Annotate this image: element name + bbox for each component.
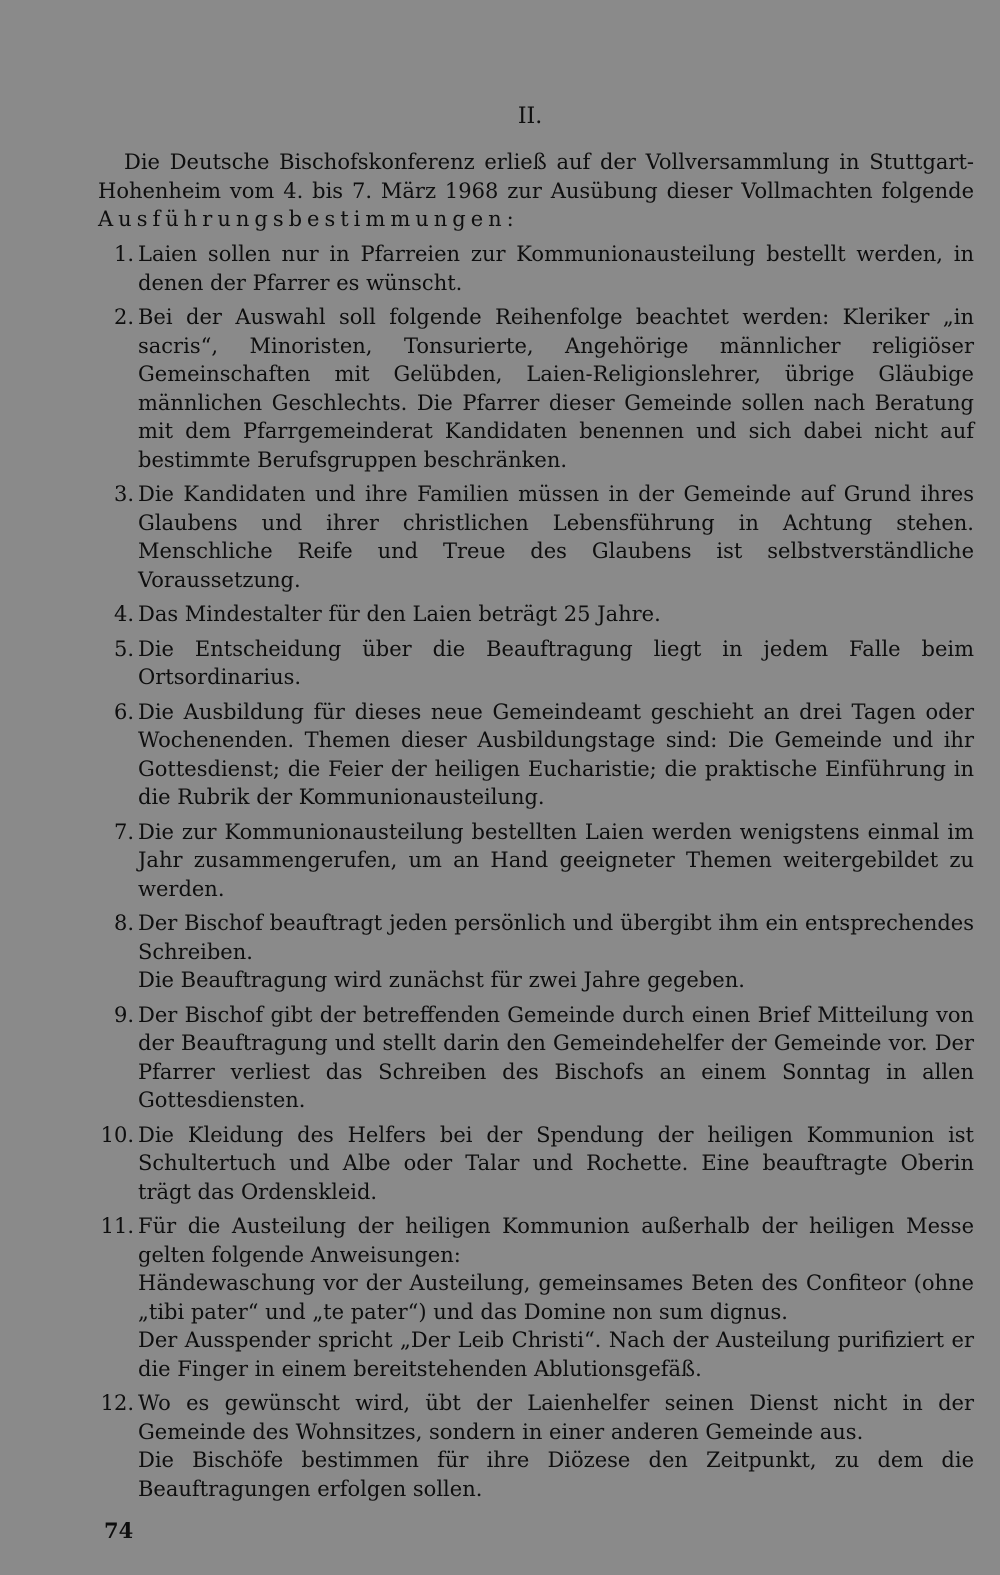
list-item <box>98 1121 974 1207</box>
list-item-paragraph: Bei der Auswahl soll folgende Reihenfolge beachtet werden: Kleriker „in sacris“, Minoristen, Tonsurierte, Angehörige männlicher religiöser Gemeinschaften mit Gelübden, Laien-Religionslehrer, übrige Gläubige männlichen Geschlechts. Die Pfarrer dieser Gemeinde sollen nach Beratung mit dem Pfarrgemeinderat Kandidaten benennen und sich dabei nicht auf bestimmte Berufsgruppen beschränken. <box>138 305 974 472</box>
list-item-number: 3. <box>113 482 134 506</box>
list-item-body <box>138 480 974 594</box>
list-item <box>98 1212 974 1383</box>
list-item-number: 8. <box>113 911 134 935</box>
list-item-number: 2. <box>113 305 134 329</box>
list-item <box>98 818 974 904</box>
list-item-body <box>138 240 974 297</box>
list-item-paragraph: Die Ausbildung für dieses neue Gemeindeamt geschieht an drei Tagen oder Wochenenden. Themen dieser Ausbildungstage sind: Die Gemeinde und ihr Gottesdienst; die Feier der heiligen Eucharistie; die praktische Einführung in die Rubrik der Kommunionausteilung. <box>138 699 974 809</box>
list-item-paragraph: Der Bischof beauftragt jeden persönlich und übergibt ihm ein entsprechendes Schreiben. <box>138 911 974 964</box>
list-item-paragraph: Die Entscheidung über die Beauftragung liegt in jedem Falle beim Ortsordinarius. <box>138 636 974 689</box>
list-item-paragraph: Wo es gewünscht wird, übt der Laienhelfer seinen Dienst nicht in der Gemeinde des Wohnsitzes, sondern in einer anderen Gemeinde aus. <box>138 1391 974 1444</box>
list-item <box>98 303 974 474</box>
list-item-number: 5. <box>113 636 134 661</box>
intro-spaced-heading: Ausführungsbestimmungen: <box>98 207 519 231</box>
list-item-paragraph: Die Kleidung des Helfers bei der Spendung der heiligen Kommunion ist Schultertuch und Albe oder Talar und Rochette. Eine beauftragte Oberin trägt das Ordenskleid. <box>138 1122 974 1204</box>
list-item <box>98 909 974 995</box>
list-item-body <box>138 698 974 812</box>
list-item-body <box>138 1389 974 1503</box>
list-item-paragraph: Die Kandidaten und ihre Familien müssen in der Gemeinde auf Grund ihres Glaubens und ihrer christlichen Lebensführung in Achtung stehen. Menschliche Reife und Treue des Glaubens ist selbstverständliche Voraussetzung. <box>138 482 974 592</box>
page-number: 74 <box>104 1518 134 1543</box>
list-item-paragraph: Die zur Kommunionausteilung bestellten Laien werden wenigstens einmal im Jahr zusammengerufen, um an Hand geeigneter Themen weitergebildet zu werden. <box>138 819 974 901</box>
list-item-body <box>138 600 974 629</box>
list-item-body <box>138 818 974 904</box>
list-item-body <box>138 909 974 995</box>
list-item <box>98 635 974 692</box>
list-item <box>98 698 974 812</box>
list-item-number: 1. <box>113 242 134 266</box>
list-item-paragraph: Für die Austeilung der heiligen Kommunion außerhalb der heiligen Messe gelten folgende Anweisungen: <box>138 1214 974 1267</box>
list-item-number: 10. <box>100 1122 134 1147</box>
list-item-number: 11. <box>100 1214 134 1238</box>
list-item <box>98 1001 974 1115</box>
list-item-number: 6. <box>113 699 134 724</box>
list-item-body <box>138 635 974 692</box>
list-item-paragraph: Händewaschung vor der Austeilung, gemeinsames Beten des Confiteor (ohne „tibi pater“ und „te pater“) und das Domine non sum dignus. <box>138 1271 974 1324</box>
list-item <box>98 240 974 297</box>
list-item-paragraph: Der Bischof gibt der betreffenden Gemeinde durch einen Brief Mitteilung von der Beauftragung und stellt darin den Gemeindehelfer der Gemeinde vor. Der Pfarrer verliest das Schreiben des Bischofs an einem Sonntag in allen Gottesdiensten. <box>138 1002 974 1112</box>
list-item-number: 12. <box>100 1391 134 1415</box>
intro-paragraph <box>98 148 974 234</box>
list-item-paragraph: Die Beauftragung wird zunächst für zwei Jahre gegeben. <box>138 968 745 992</box>
list-item-number: 4. <box>113 602 134 626</box>
section-heading: II. <box>517 104 543 129</box>
list-item <box>98 600 974 629</box>
list-item-body <box>138 1121 974 1207</box>
list-item <box>98 1389 974 1503</box>
list-item-body <box>138 1001 974 1115</box>
list-item-paragraph: Laien sollen nur in Pfarreien zur Kommunionausteilung bestellt werden, in denen der Pfarrer es wünscht. <box>138 242 974 295</box>
list-item-paragraph: Die Bischöfe bestimmen für ihre Diözese den Zeitpunkt, zu dem die Beauftragungen erfolgen sollen. <box>138 1448 974 1501</box>
list-item-body <box>138 1212 974 1383</box>
list-item-body <box>138 303 974 474</box>
provisions-list <box>98 240 974 1503</box>
list-item-number: 7. <box>113 819 134 844</box>
list-item-paragraph: Das Mindestalter für den Laien beträgt 25 Jahre. <box>138 602 661 626</box>
list-item-number: 9. <box>113 1002 134 1027</box>
list-item-paragraph: Der Ausspender spricht „Der Leib Christi“. Nach der Austeilung purifiziert er die Finger in einem bereitstehenden Ablutionsgefäß. <box>138 1328 974 1381</box>
list-item <box>98 480 974 594</box>
intro-text: Die Deutsche Bischofskonferenz erließ auf der Vollversammlung in Stuttgart-Hohenheim vom 4. bis 7. März 1968 zur Ausübung dieser Vollmachten folgende <box>98 150 974 203</box>
